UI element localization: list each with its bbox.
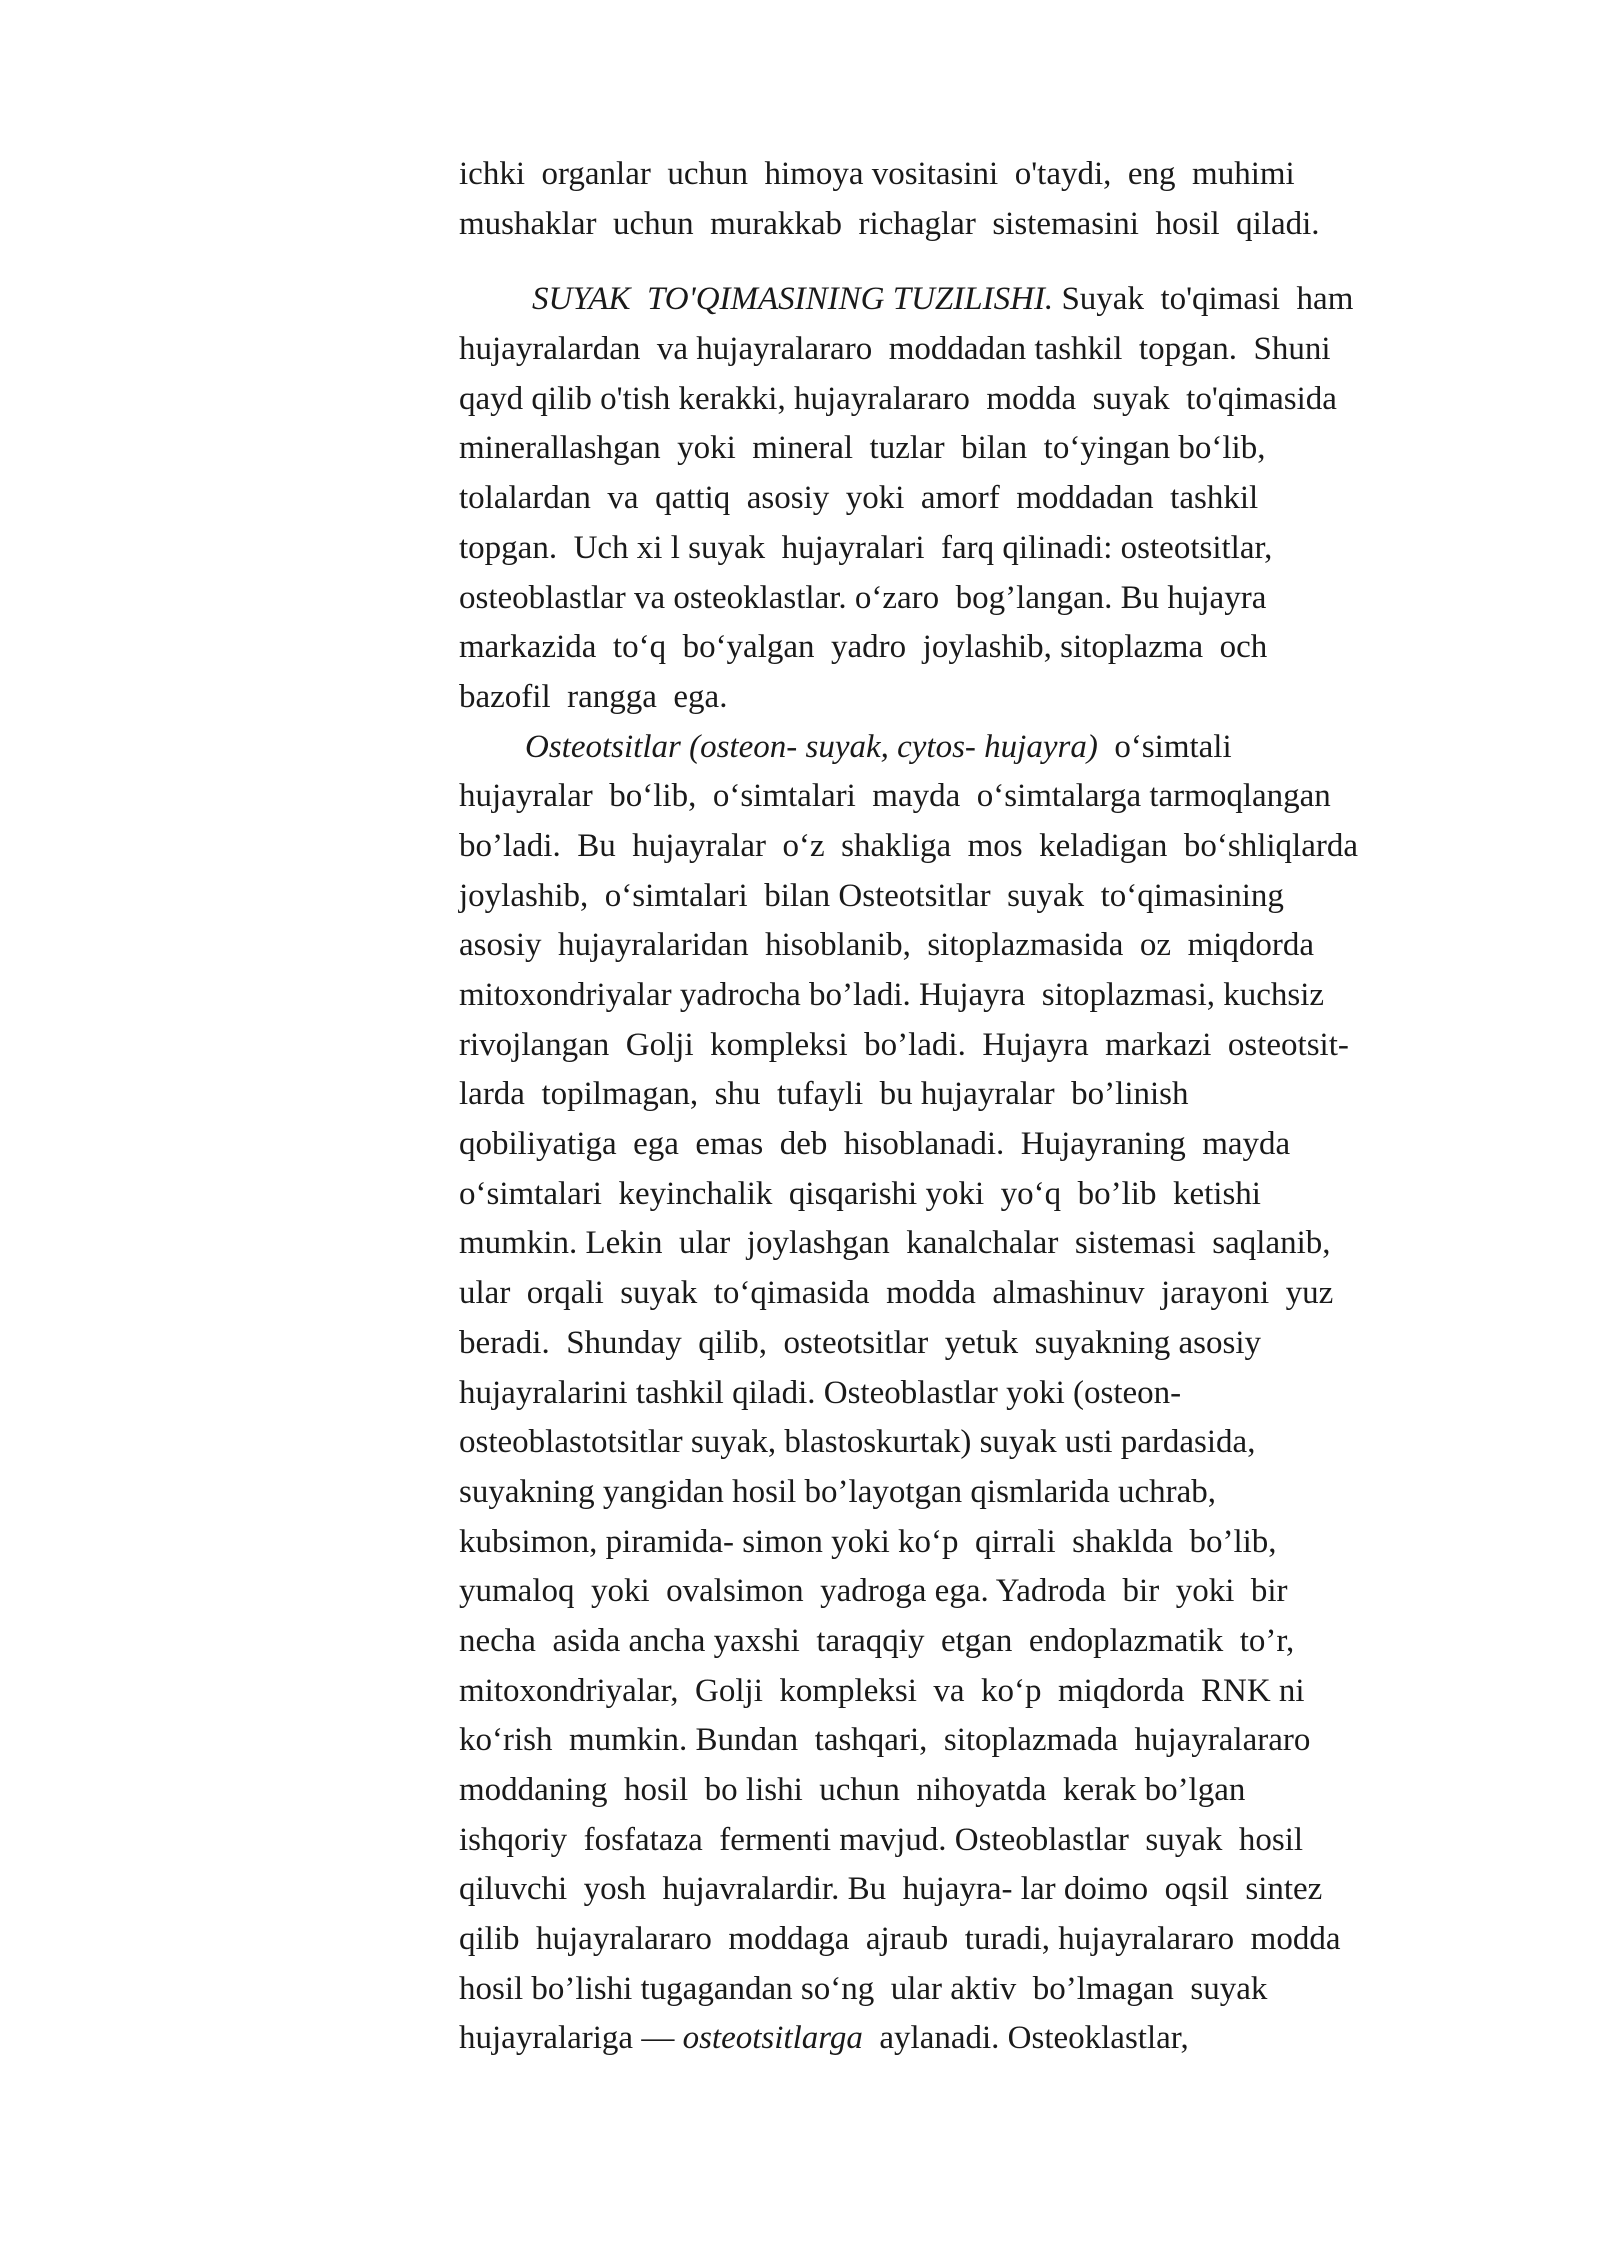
paragraph-1: [459, 150, 1519, 249]
text-line: mitoxondriyalar yadrocha bo’ladi. Hujayra sitoplazmasi, kuchsiz: [459, 977, 1325, 1013]
text-line: ular orqali suyak to‘qimasida modda almashinuv jarayoni yuz: [459, 1275, 1334, 1312]
text-line-lead: [459, 723, 1519, 773]
text-line: larda topilmagan, shu tufayli bu hujayralar bo’linish: [459, 1076, 1189, 1113]
italic-term: Osteotsitlar (osteon- suyak, cytos- hujayra): [525, 728, 1098, 765]
text-line: moddaning hosil bo lishi uchun nihoyatda kerak bo’lgan: [459, 1772, 1246, 1808]
text-line: hujayralarini tashkil qiladi. Osteoblastlar yoki (osteon-: [459, 1374, 1182, 1411]
text-line: bo’ladi. Bu hujayralar o‘z shakliga mos keladigan bo‘shliqlarda: [459, 827, 1359, 864]
text-line: rivojlangan Golji kompleksi bo’ladi. Hujayra markazi osteotsit-: [459, 1026, 1349, 1063]
lead-line-rest: o‘simtali: [1097, 728, 1232, 765]
text-line: minerallashgan yoki mineral tuzlar bilan to‘yingan bo‘lib,: [459, 430, 1266, 467]
paragraph-2: [459, 275, 1519, 722]
text-line: joylashib, o‘simtalari bilan Osteotsitlar suyak to‘qimasining: [459, 877, 1284, 914]
text-line: necha asida ancha yaxshi taraqqiy etgan endoplazmatik to’r,: [459, 1622, 1295, 1659]
text-line: ko‘rish mumkin. Bundan tashqari, sitoplazmada hujayralararo: [459, 1722, 1311, 1759]
text-line: asosiy hujayralaridan hisoblanib, sitoplazmasida oz miqdorda: [459, 927, 1315, 964]
body-text: [459, 150, 1519, 2064]
text-line: mumkin. Lekin ular joylashgan kanalchalar sistemasi saqlanib,: [459, 1225, 1331, 1262]
text-line: hujayralar bo‘lib, o‘simtalari mayda o‘simtalarga tarmoqlangan: [459, 778, 1331, 815]
text-line: qobiliyatiga ega emas deb hisoblanadi. Hujayraning mayda: [459, 1126, 1291, 1163]
text-line: bazofil rangga ega.: [459, 678, 728, 715]
text-line: o‘simtalari keyinchalik qisqarishi yoki yo‘q bo’lib ketishi: [459, 1175, 1261, 1212]
text-line: ishqoriy fosfataza fermenti mavjud. Osteoblastlar suyak hosil: [459, 1821, 1304, 1858]
text-line: suyakning yangidan hosil bo’layotgan qismlarida uchrab,: [459, 1473, 1217, 1510]
paragraph-3: [459, 723, 1519, 2065]
text-line-heading: [459, 275, 1519, 325]
text-line: markazida to‘q bo‘yalgan yadro joylashib, sitoplazma och: [459, 629, 1268, 666]
text-line: qiluvchi yosh hujavralardir. Bu hujayra- lar doimo oqsil sintez: [459, 1871, 1323, 1908]
text-line-last: [459, 2014, 1519, 2064]
text-line: yumaloq yoki ovalsimon yadroga ega. Yadroda bir yoki bir: [459, 1573, 1288, 1610]
text-line: kubsimon, piramida- simon yoki ko‘p qirrali shaklda bo’lib,: [459, 1523, 1277, 1560]
text-line: mushaklar uchun murakkab richaglar sistemasini hosil qiladi.: [459, 205, 1320, 242]
paragraph-spacing: [459, 249, 1519, 275]
text-line: topgan. Uch xi l suyak hujayralari farq qilinadi: osteotsitlar,: [459, 529, 1273, 566]
text-line: tolalardan va qattiq asosiy yoki amorf moddadan tashkil: [459, 480, 1259, 517]
text-line: osteoblastotsitlar suyak, blastoskurtak) suyak usti pardasida,: [459, 1424, 1256, 1461]
text-line: ichki organlar uchun himoya vositasini o'taydi, eng muhimi: [459, 156, 1295, 192]
last-line-start: hujayralariga —: [459, 2020, 683, 2057]
heading-line-rest: Suyak to'qimasi ham: [1053, 281, 1354, 318]
section-heading: SUYAK TO'QIMASINING TUZILISHI.: [532, 281, 1054, 318]
text-line: hosil bo’lishi tugagandan so‘ng ular aktiv bo’lmagan suyak: [459, 1970, 1268, 2007]
text-line: hujayralardan va hujayralararo moddadan tashkil topgan. Shuni: [459, 331, 1331, 368]
last-line-end: aylanadi. Osteoklastlar,: [862, 2020, 1189, 2057]
text-line: beradi. Shunday qilib, osteotsitlar yetuk suyakning asosiy: [459, 1324, 1261, 1361]
text-line: qayd qilib o'tish kerakki, hujayralararo modda suyak to'qimasida: [459, 380, 1337, 417]
text-line: qilib hujayralararo moddaga ajraub turadi, hujayralararo modda: [459, 1921, 1341, 1958]
italic-term: osteotsitlarga: [682, 2020, 863, 2057]
text-line: mitoxondriyalar, Golji kompleksi va ko‘p miqdorda RNK ni: [459, 1672, 1305, 1709]
text-line: osteoblastlar va osteoklastlar. o‘zaro bog’langan. Bu hujayra: [459, 579, 1267, 616]
